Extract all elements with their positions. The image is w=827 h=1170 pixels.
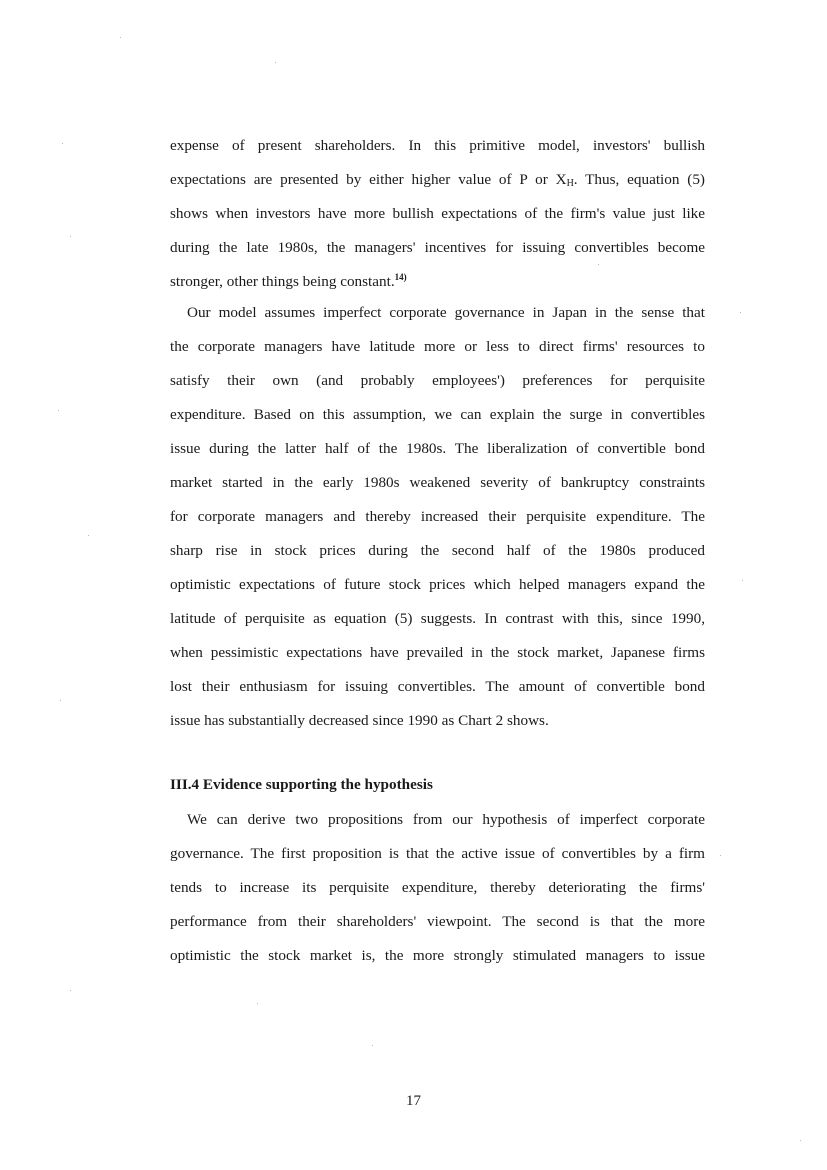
scan-speck [88,535,89,536]
p1-line2-tail: . Thus, equation (5) [573,171,705,188]
section-heading: III.4 Evidence supporting the hypothesis [170,776,433,793]
scan-speck [58,410,59,411]
paragraph-1-line-1: expense of present shareholders. In this primitive model, investors' bullish [170,137,705,154]
scan-speck [70,236,71,237]
paragraph-2-line-12: lost their enthusiasm for issuing convertibles. The amount of convertible bond [170,678,705,695]
scan-speck [742,580,743,581]
page-number: 17 [406,1093,421,1109]
p1-line5-text: stronger, other things being constant. [170,273,395,290]
paragraph-2-line-2: the corporate managers have latitude more or less to direct firms' resources to [170,338,705,355]
scan-speck [275,62,276,63]
scan-speck [70,990,71,991]
scan-speck [62,143,63,144]
paragraph-3-line-2: governance. The first proposition is that the active issue of convertibles by a firm [170,845,705,862]
paragraph-2-line-8: sharp rise in stock prices during the second half of the 1980s produced [170,542,705,559]
paragraph-1-line-5 [170,272,705,292]
scan-speck [372,1045,373,1046]
paragraph-2-line-4: expenditure. Based on this assumption, we can explain the surge in convertibles [170,406,705,423]
paragraph-1-line-2 [170,170,705,190]
paragraph-1-line-3: shows when investors have more bullish expectations of the firm's value just like [170,205,705,222]
paragraph-2-line-9: optimistic expectations of future stock prices which helped managers expand the [170,576,705,593]
scan-speck [598,264,599,265]
paragraph-2-line-1: Our model assumes imperfect corporate governance in Japan in the sense that [187,304,705,321]
scan-speck [740,312,741,313]
paragraph-2-line-13: issue has substantially decreased since 1990 as Chart 2 shows. [170,712,549,729]
paragraph-2-line-10: latitude of perquisite as equation (5) suggests. In contrast with this, since 1990, [170,610,705,627]
paragraph-3-line-3: tends to increase its perquisite expenditure, thereby deteriorating the firms' [170,879,705,896]
paragraph-3-line-4: performance from their shareholders' viewpoint. The second is that the more [170,913,705,930]
scan-speck [720,855,721,856]
paragraph-2-line-7: for corporate managers and thereby increased their perquisite expenditure. The [170,508,705,525]
subscript-h: H [566,178,574,189]
footnote-reference: 14) [394,272,407,282]
paragraph-3-line-1: We can derive two propositions from our hypothesis of imperfect corporate [187,811,705,828]
scan-speck [60,700,61,701]
p1-line2-text: expectations are presented by either higher value of P or X [170,171,567,188]
paragraph-2-line-3: satisfy their own (and probably employees') preferences for perquisite [170,372,705,389]
paragraph-2-line-11: when pessimistic expectations have prevailed in the stock market, Japanese firms [170,644,705,661]
scan-speck [800,1140,801,1141]
scan-speck [257,1003,258,1004]
paragraph-2-line-6: market started in the early 1980s weakened severity of bankruptcy constraints [170,474,705,491]
paragraph-1-line-4: during the late 1980s, the managers' incentives for issuing convertibles become [170,239,705,256]
paragraph-2-line-5: issue during the latter half of the 1980s. The liberalization of convertible bond [170,440,705,457]
paragraph-3-line-5: optimistic the stock market is, the more strongly stimulated managers to issue [170,947,705,964]
scan-speck [120,37,121,38]
